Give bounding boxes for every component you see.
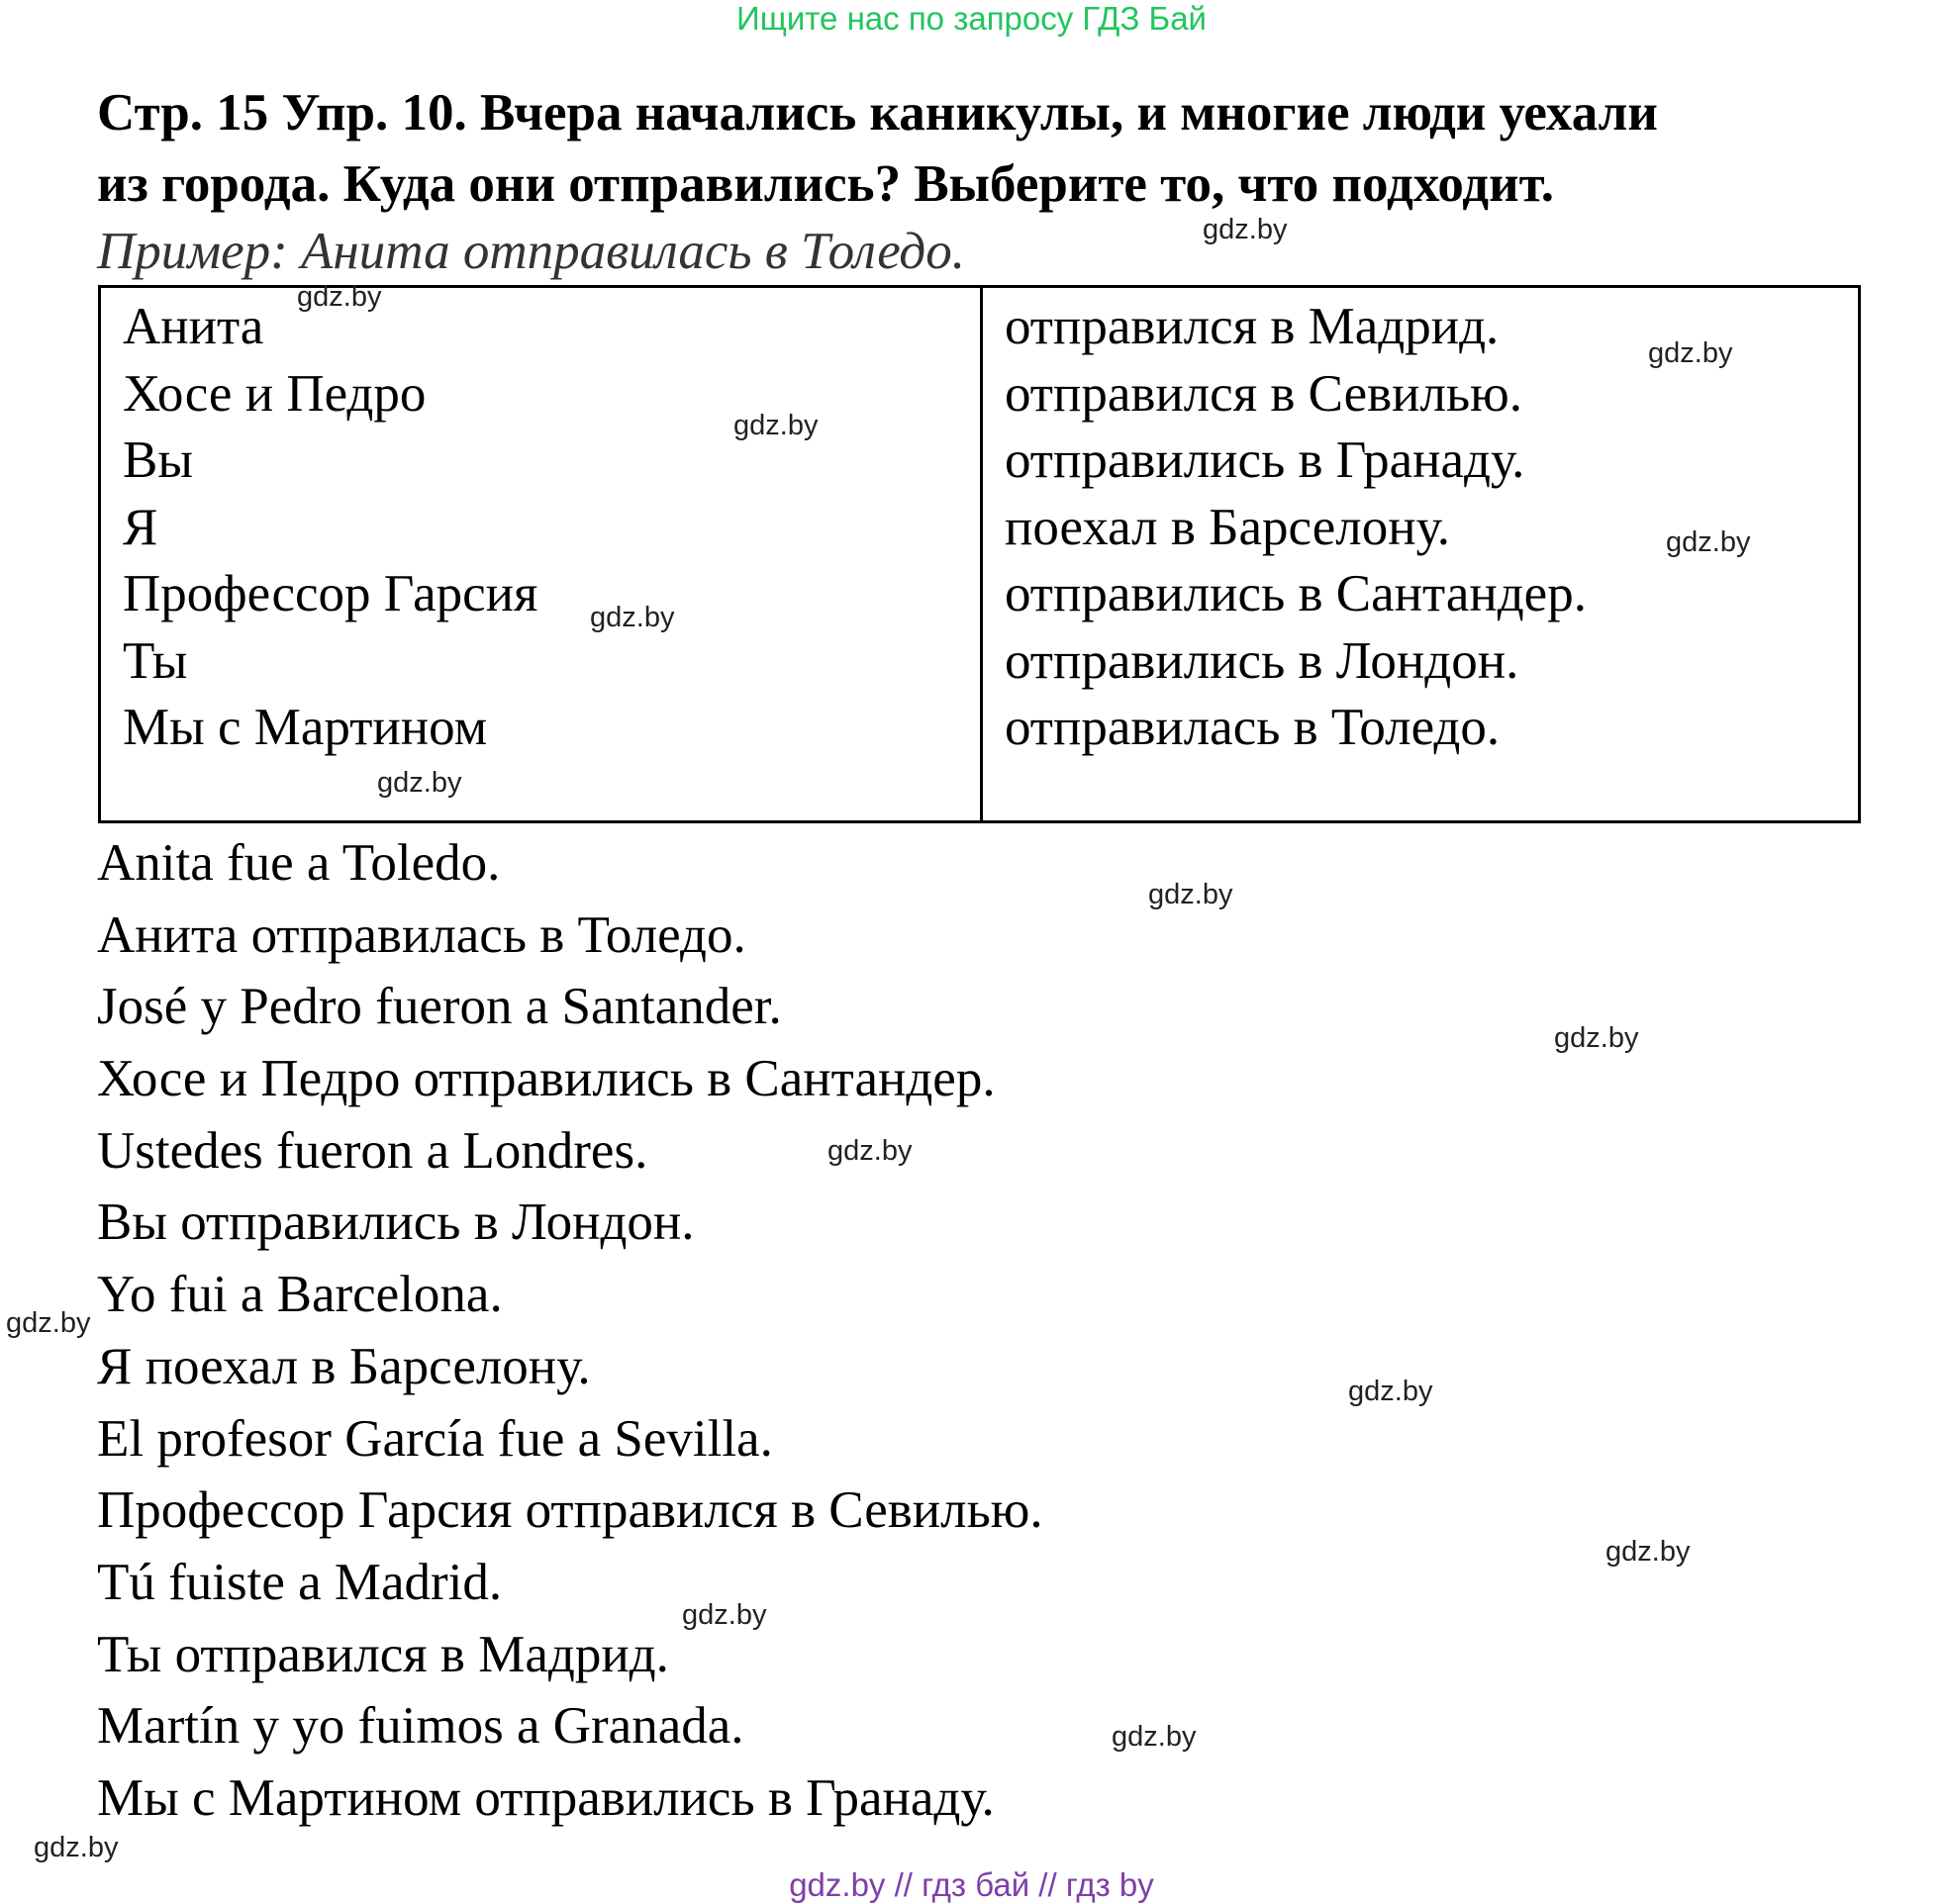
example-sentence: Пример: Анита отправилась в Толедо. xyxy=(97,223,965,280)
exercise-heading xyxy=(97,77,1879,220)
heading-line-2: из города. Куда они отправились? Выберите то, что подходит. xyxy=(97,155,1554,213)
answer-russian: Вы отправились в Лондон. xyxy=(97,1193,695,1252)
watermark: gdz.by xyxy=(297,281,382,313)
answers-list xyxy=(97,827,1043,1835)
watermark: gdz.by xyxy=(682,1599,767,1631)
answer-spanish: Ustedes fueron a Londres. xyxy=(97,1121,648,1180)
watermark: gdz.by xyxy=(1554,1022,1639,1054)
watermark: gdz.by xyxy=(1605,1536,1691,1568)
destination-cell: отправились в Сантандер. xyxy=(1005,565,1587,622)
watermark: gdz.by xyxy=(6,1307,91,1339)
watermark: gdz.by xyxy=(1148,879,1233,910)
destination-cell: отправился в Севилью. xyxy=(1005,364,1522,423)
watermark: gdz.by xyxy=(590,602,675,633)
subject-cell: Вы xyxy=(123,431,193,489)
answer-spanish: Tú fuiste a Madrid. xyxy=(97,1553,503,1611)
footer-links[interactable]: gdz.by // гдз бай // гдз by xyxy=(789,1866,1154,1903)
subject-cell: Хосе и Педро xyxy=(123,364,427,423)
subject-cell: Мы с Мартином xyxy=(123,699,488,756)
destination-cell: отправились в Гранаду. xyxy=(1005,431,1525,489)
answer-russian: Хосе и Педро отправились в Сантандер. xyxy=(97,1050,996,1108)
subject-cell: Профессор Гарсия xyxy=(123,565,538,622)
destination-cell: отправилась в Толедо. xyxy=(1005,699,1501,756)
table-divider xyxy=(980,288,983,820)
destinations-column xyxy=(1005,294,1587,762)
watermark: gdz.by xyxy=(733,410,819,441)
watermark: gdz.by xyxy=(827,1135,913,1167)
matching-table xyxy=(98,285,1861,823)
watermark: gdz.by xyxy=(1112,1721,1197,1753)
top-banner[interactable]: Ищите нас по запросу ГДЗ Бай xyxy=(736,0,1207,37)
heading-line-1: Стр. 15 Упр. 10. Вчера начались каникулы, и многие люди уехали xyxy=(97,84,1658,142)
subject-cell: Я xyxy=(123,498,158,556)
answer-russian: Анита отправилась в Толедо. xyxy=(97,905,746,964)
destination-cell: отправились в Лондон. xyxy=(1005,631,1519,690)
answer-spanish: José y Pedro fueron a Santander. xyxy=(97,978,782,1036)
destination-cell: поехал в Барселону. xyxy=(1005,498,1451,556)
watermark: gdz.by xyxy=(1348,1376,1433,1407)
subject-cell: Ты xyxy=(123,631,188,690)
answer-russian: Я поехал в Барселону. xyxy=(97,1337,591,1395)
subject-cell: Анита xyxy=(123,298,264,355)
answer-spanish: Anita fue a Toledo. xyxy=(97,834,501,892)
watermark: gdz.by xyxy=(1203,214,1288,245)
answer-spanish: Martín y yo fuimos a Granada. xyxy=(97,1697,744,1756)
answer-russian: Мы с Мартином отправились в Гранаду. xyxy=(97,1768,995,1827)
watermark: gdz.by xyxy=(34,1832,119,1863)
watermark: gdz.by xyxy=(377,767,462,799)
destination-cell: отправился в Мадрид. xyxy=(1005,298,1500,355)
answer-russian: Профессор Гарсия отправился в Севилью. xyxy=(97,1481,1043,1540)
answer-spanish: Yo fui a Barcelona. xyxy=(97,1266,503,1324)
answer-spanish: El profesor García fue a Sevilla. xyxy=(97,1409,773,1468)
subjects-column xyxy=(123,294,537,762)
watermark: gdz.by xyxy=(1666,526,1751,558)
watermark: gdz.by xyxy=(1648,337,1733,369)
answer-russian: Ты отправился в Мадрид. xyxy=(97,1625,669,1683)
